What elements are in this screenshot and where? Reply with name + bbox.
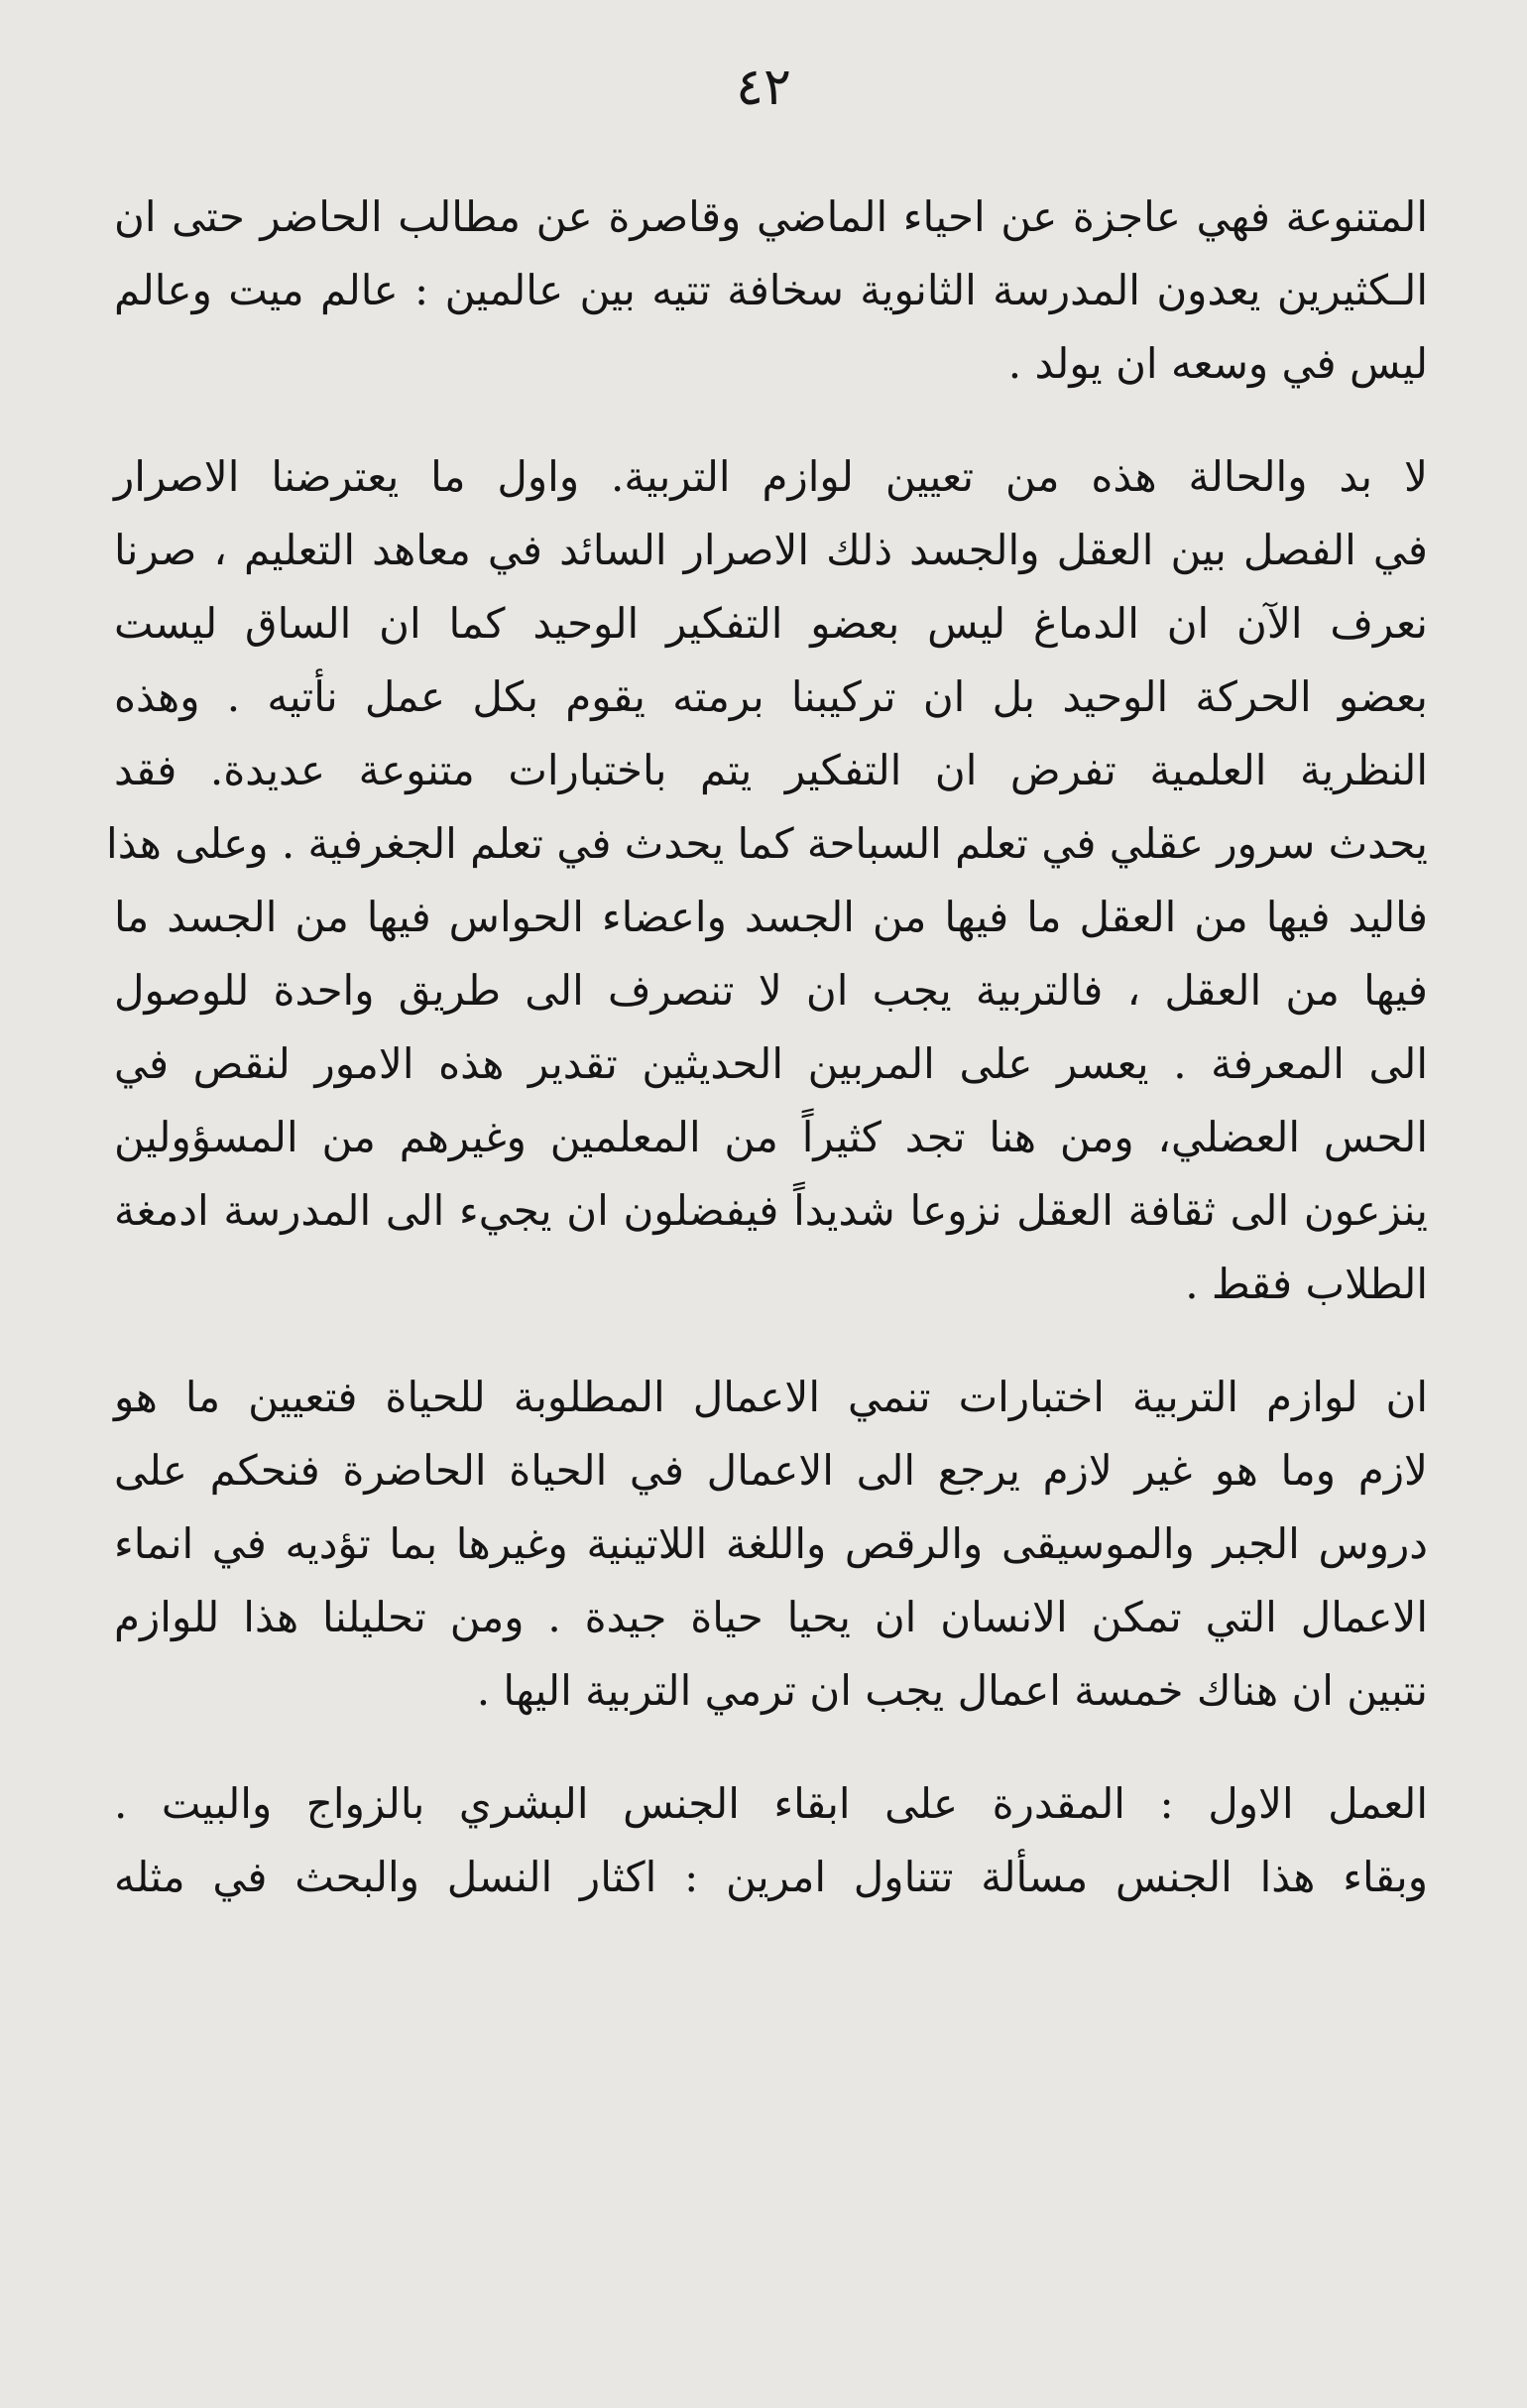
- page-number: ٤٢: [736, 58, 791, 117]
- text-line: دروس الجبر والموسيقى والرقص واللغة اللاتينية وغيرها بما تؤديه في انماء: [114, 1519, 1428, 1568]
- text-line: الـكثيرين يعدون المدرسة الثانوية سخافة تتيه بين عالمين : عالم ميت وعالم: [114, 266, 1428, 314]
- text-line: العمل الاول : المقدرة على ابقاء الجنس البشري بالزواج والبيت .: [114, 1779, 1429, 1828]
- text-line: المتنوعة فهي عاجزة عن احياء الماضي وقاصرة عن مطالب الحاضر حتى ان: [114, 192, 1428, 241]
- text-line: الاعمال التي تمكن الانسان ان يحيا حياة جيدة . ومن تحليلنا هذا للوازم: [114, 1593, 1428, 1641]
- page-text: [106, 181, 1429, 1938]
- text-line: الطلاب فقط .: [1185, 1260, 1428, 1308]
- text-line: وبقاء هذا الجنس مسألة تتناول امرين : اكثار النسل والبحث في مثله: [114, 1853, 1428, 1901]
- paragraph-4: [114, 1767, 1428, 1914]
- text-line: فيها من العقل ، فالتربية يجب ان لا تنصرف الى طريق واحدة للوصول: [114, 966, 1428, 1015]
- text-line: ينزعون الى ثقافة العقل نزوعا شديداً فيفضلون ان يجيء الى المدرسة ادمغة: [114, 1186, 1428, 1235]
- text-line: ان لوازم التربية اختبارات تنمي الاعمال المطلوبة للحياة فتعيين ما هو: [114, 1373, 1428, 1421]
- text-line: لازم وما هو غير لازم يرجع الى الاعمال في الحياة الحاضرة فنحكم على: [114, 1446, 1428, 1495]
- paragraph-2: [106, 440, 1428, 1321]
- text-line: النظرية العلمية تفرض ان التفكير يتم باختبارات متنوعة عديدة. فقد: [114, 746, 1428, 794]
- text-line: نتبين ان هناك خمسة اعمال يجب ان ترمي التربية اليها .: [476, 1666, 1428, 1715]
- text-line: في الفصل بين العقل والجسد ذلك الاصرار السائد في معاهد التعليم ، صرنا: [114, 526, 1428, 574]
- paragraph-1: [114, 181, 1428, 401]
- paragraph-3: [114, 1361, 1428, 1728]
- text-line: نعرف الآن ان الدماغ ليس بعضو التفكير الوحيد كما ان الساق ليست: [114, 599, 1428, 648]
- text-line: لا بد والحالة هذه من تعيين لوازم التربية. واول ما يعترضنا الاصرار: [114, 452, 1428, 501]
- text-line: الى المعرفة . يعسر على المربين الحديثين تقدير هذه الامور لنقص في: [114, 1039, 1428, 1088]
- text-line: ليس في وسعه ان يولد .: [1007, 339, 1428, 388]
- text-line: فاليد فيها من العقل ما فيها من الجسد واعضاء الحواس فيها من الجسد ما: [114, 893, 1428, 941]
- text-line: يحدث سرور عقلي في تعلم السباحة كما يحدث في تعلم الجغرفية . وعلى هذا: [106, 819, 1428, 868]
- text-line: الحس العضلي، ومن هنا تجد كثيراً من المعلمين وغيرهم من المسؤولين: [114, 1113, 1428, 1161]
- text-line: بعضو الحركة الوحيد بل ان تركيبنا برمته يقوم بكل عمل نأتيه . وهذه: [114, 672, 1428, 721]
